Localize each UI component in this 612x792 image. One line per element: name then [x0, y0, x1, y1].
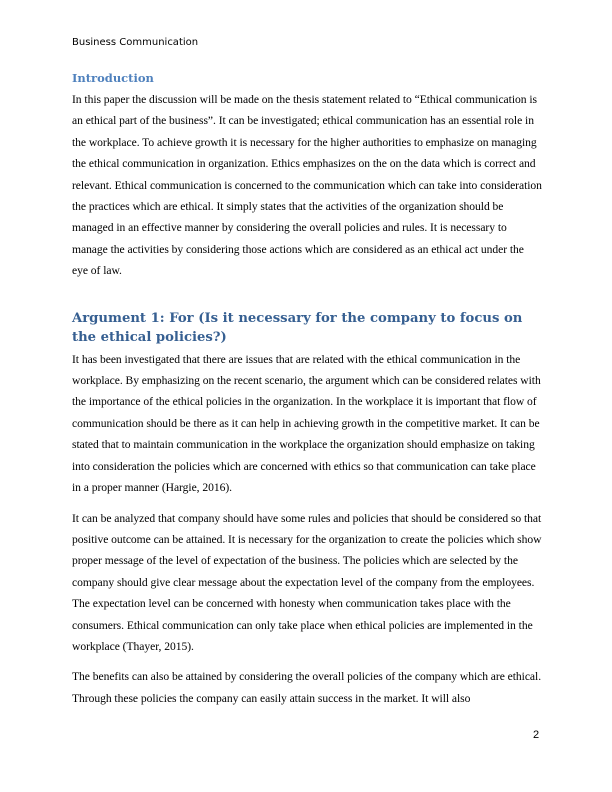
argument-1-paragraph-3: The benefits can also be attained by considering the overall policies of the company which are ethical. Through these policies the company can easily attain success in the market. It will also: [72, 670, 542, 705]
argument-1-heading: Argument 1: For (Is it necessary for the company to focus on the ethical policies?): [72, 310, 523, 345]
argument-1-paragraph-1: It has been investigated that there are issues that are related with the ethical communication in the workplace. By emphasizing on the recent scenario, the argument which can be considered relates with the importance of the ethical policies in the organization. In the workplace it is important that flow of communication should be there as it can help in achieving growth in the competitive market. It can be stated that to maintain communication in the workplace the organization should emphasize on taking into consideration the policies which are concerned with ethics so that communication can take place in a proper manner (Hargie, 2016).: [72, 352, 541, 495]
introduction-paragraph: In this paper the discussion will be made on the thesis statement related to “Ethical communication is an ethical part of the business”. It can be investigated; ethical communication has an essential role in the workplace. To achieve growth it is necessary for the higher authorities to emphasize on managing the ethical communication in organization. Ethics emphasizes on the on the data which is correct and relevant. Ethical communication is concerned to the communication which can take into consideration the practices which are ethical. It simply states that the activities of the organization should be managed in an effective manner by considering the overall policies and rules. It is necessary to manage the activities by considering those actions which are considered as an ethical act under the eye of law.: [72, 93, 542, 278]
page-number: 2: [533, 729, 540, 741]
running-header: Business Communication: [72, 37, 199, 48]
argument-1-paragraph-2: It can be analyzed that company should have some rules and policies that should be considered so that positive outcome can be attained. It is necessary for the organization to create the policies which show proper message of the level of expectation of the business. The policies which are selected by the company should give clear message about the expectation level of the company from the employees. The expectation level can be concerned with honesty when communication takes place with the consumers. Ethical communication can only take place when ethical policies are implemented in the workplace (Thayer, 2015).: [72, 511, 542, 653]
page-content: [72, 70, 542, 709]
introduction-heading: Introduction: [72, 71, 154, 85]
